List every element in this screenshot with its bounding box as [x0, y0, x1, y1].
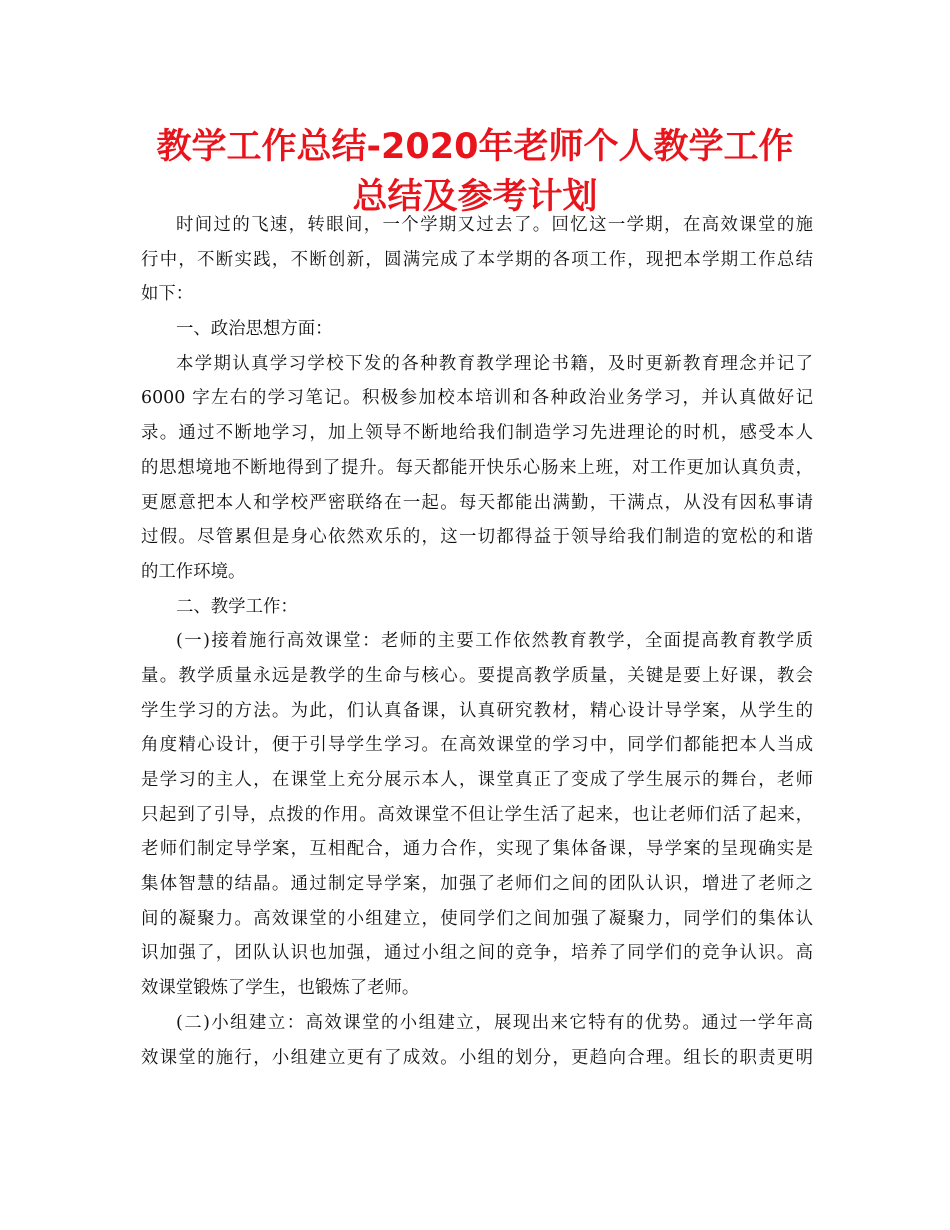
body-line: 二、教学工作： — [176, 596, 298, 617]
body-line: 效课堂锻炼了学生，也锻炼了老师。 — [141, 978, 420, 999]
body-line: 间的凝聚力。高效课堂的小组建立，使同学们之间加强了凝聚力，同学们的集体认 — [141, 908, 813, 929]
body-line: 6000 字左右的学习笔记。积极参加校本培训和各种政治业务学习，并认真做好记 — [141, 388, 813, 409]
body-line: 集体智慧的结晶。通过制定导学案，加强了老师们之间的团队认识，增进了老师之 — [141, 874, 813, 895]
body-line: 录。通过不断地学习，加上领导不断地给我们制造学习先进理论的时机，感受本人 — [141, 423, 813, 444]
title-line-2: 总结及参考计划 — [352, 177, 598, 217]
title-line-1: 教学工作总结-2020年老师个人教学工作 — [156, 127, 794, 167]
body-line: 本学期认真学习学校下发的各种教育教学理论书籍，及时更新教育理念并记了 — [176, 353, 813, 374]
body-line: (二)小组建立：高效课堂的小组建立，展现出来它特有的优势。通过一学年高 — [176, 1012, 813, 1033]
body-line: 更愿意把本人和学校严密联络在一起。每天都能出满勤，干满点，从没有因私事请 — [141, 492, 813, 513]
body-line: 角度精心设计，便于引导学生学习。在高效课堂的学习中，同学们都能把本人当成 — [141, 735, 813, 756]
body-line: 一、政治思想方面： — [176, 319, 333, 340]
body-line: 时间过的飞速，转眼间，一个学期又过去了。回忆这一学期，在高效课堂的施 — [176, 215, 813, 235]
body-line: 过假。尽管累但是身心依然欢乐的，这一切都得益于领导给我们制造的宽松的和谐 — [141, 527, 813, 548]
body-line: (一)接着施行高效课堂：老师的主要工作依然教育教学，全面提高教育教学质 — [176, 631, 813, 652]
body-line: 学生学习的方法。为此，们认真备课，认真研究教材，精心设计导学案，从学生的 — [141, 700, 813, 721]
body-line: 的思想境地不断地得到了提升。每天都能开快乐心肠来上班，对工作更加认真负责， — [141, 457, 813, 478]
body-line: 行中，不断实践，不断创新，圆满完成了本学期的各项工作，现把本学期工作总结 — [141, 249, 813, 270]
body-line: 量。教学质量永远是教学的生命与核心。要提高教学质量，关键是要上好课，教会 — [141, 665, 813, 686]
body-line: 是学习的主人，在课堂上充分展示本人，课堂真正了变成了学生展示的舞台，老师 — [141, 770, 813, 790]
body-line: 如下： — [141, 284, 194, 305]
body-line: 识加强了，团队认识也加强，通过小组之间的竞争，培养了同学们的竞争认识。高 — [141, 943, 813, 964]
body-line: 效课堂的施行，小组建立更有了成效。小组的划分，更趋向合理。组长的职责更明 — [141, 1047, 813, 1068]
body-line: 老师们制定导学案，互相配合，通力合作，实现了集体备课，导学案的呈现确实是 — [141, 839, 813, 860]
document-body — [141, 208, 813, 1075]
body-line: 的工作环境。 — [141, 561, 246, 582]
body-line: 只起到了引导，点拨的作用。高效课堂不但让学生活了起来，也让老师们活了起来， — [141, 804, 813, 825]
document-title — [130, 122, 820, 222]
